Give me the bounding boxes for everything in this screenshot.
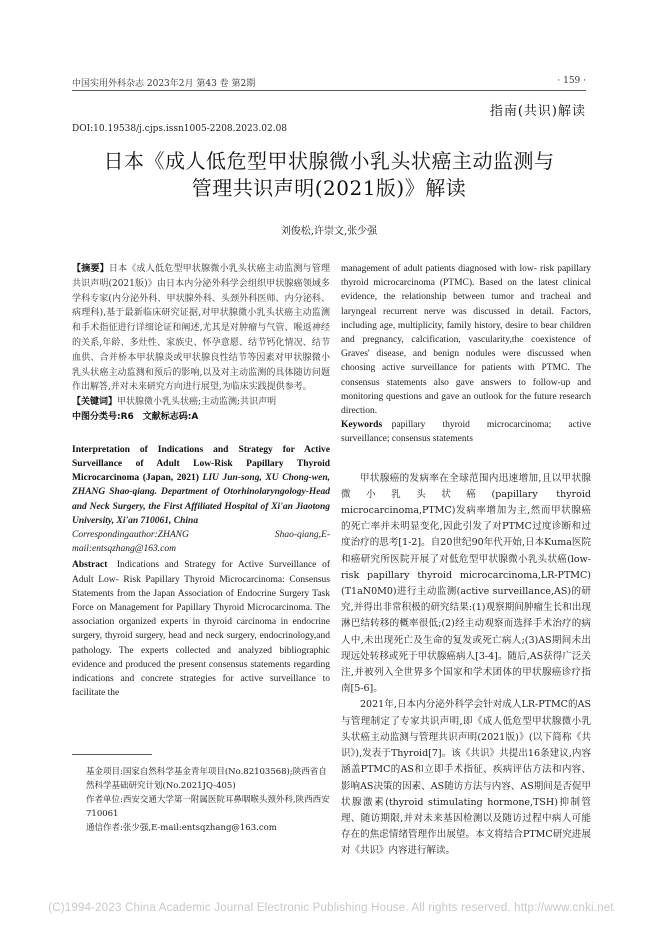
english-abstract-text-left: Indications and Strategy for Active Surveillance of Adult Low- Risk Papillary Thyroid Microcarcinoma: Consensus Statements from the Japan Association of Endocrine Surgery Task Force on Management for Papillary Thyroid Microcarcinoma. The association organized experts in thyroid carcinoma in endocrine surgery, thyroid surgery, head and neck surgery, endocrinology,and pathology. The experts collected and analyzed bibliographic evidence and produced the present consensus statements regarding indications and concrete strategies for active surveillance to facilitate the (72, 560, 330, 699)
english-keywords (341, 418, 591, 446)
footnote-affiliation: 作者单位:西安交通大学第一附属医院耳鼻咽喉头颈外科,陕西西安 710061 (86, 795, 330, 819)
english-authors-affiliation: LIU Jun-song, XU Chong-wen, ZHANG Shao-qiang. Department of Otorhinolaryngology-Head and Neck Surgery, the First Affiliated Hospital of Xi'an Jiaotong University, Xi'an 710061, China (72, 473, 331, 526)
english-abstract-label: Abstract (72, 560, 108, 571)
english-title: Interpretation of Indications and Strategy for Active Surveillance of Adult Low-Risk Papillary Thyroid Microcarcinoma (Japan, 2021) (72, 444, 330, 484)
english-abstract (72, 558, 330, 700)
doi: DOI:10.19538/j.cjps.issn1005-2208.2023.02.08 (72, 124, 288, 134)
chinese-abstract (72, 262, 330, 395)
body-paragraph-2: 2021年,日本内分泌外科学会针对成人LR-PTMC的AS与管理制定了专家共识声明,即《成人低危型甲状腺微小乳头状癌主动监测与管理共识声明(2021版)》(以下简称《共识》),发表于Thyroid[7]。该《共识》共提出16条建议,内容涵盖PTMC的AS和立即手术指征、疾病评估方法和内容、影响AS决策的因素、AS随访方法与内容、AS期间是否促甲状腺激素(thyroid stimulating hormone,TSH)抑制管理、随访期限,并对未来基因检测以及随访过程中病人可能存在的焦虑情绪管理作出展望。本文将结合PTMC研究进展对《共识》内容进行解读。 (341, 699, 591, 857)
keywords-label: 【关键词】 (72, 397, 118, 408)
header-rule (72, 90, 586, 91)
footnotes (86, 765, 330, 835)
footnote-rule (72, 754, 152, 755)
english-keywords-label: Keywords (341, 420, 383, 431)
abstract-label: 【摘要】 (72, 264, 109, 274)
chinese-keywords (72, 395, 330, 410)
right-column (341, 262, 591, 860)
english-keywords-text: papillary thyroid microcarcinoma; active surveillance; consensus statements (341, 420, 591, 445)
classification-code: 中图分类号:R6 文献标志码:A (72, 411, 199, 422)
body-paragraph-1: 甲状腺癌的发病率在全球范围内迅速增加,且以甲状腺微小乳头状癌(papillary thyroid microcarcinoma,PTMC)发病率增加为主,然而甲状腺癌的死亡率并未明显变化,因此引发了对PTMC过度诊断和过度治疗的思考[1-2]。自20世纪90年代开始,日本Kuma医院和癌研究所医院开展了对低危型甲状腺微小乳头状癌(low-risk papillary thyroid microcarcinoma,LR-PTMC)(T1aN0M0)进行主动监测(active surveillance,AS)的研究,并得出非常积极的研究结果:(1)观察期间肿瘤生长和出现淋巴结转移的概率很低;(2)经主动观察而选择手术治疗的病人中,未出现死亡及生命的复发或死亡病人;(3)AS期间未出现远处转移或死于甲状腺癌病人[3-4]。随后,AS获得广泛关注,并被列入全世界多个国家和学术团体的甲状腺癌诊疗指南[5-6]。 (341, 472, 591, 695)
article-title-line-2: 管理共识声明(2021版)》解读 (191, 176, 467, 200)
abstract-text: 日本《成人低危型甲状腺微小乳头状癌主动监测与管理共识声明(2021版)》由日本内分泌外科学会组织甲状腺癌领域多学科专家(内分泌外科、甲状腺外科、头颈外科医师、内分泌科、病理科),基于最新临床研究证据,对甲状腺微小乳头状癌主动监测和手术指征进行详细论证和阐述,尤其是对肿瘤与气管、喉返神经的关系,年龄、多灶性、家族史、怀孕意愿、结节钙化情况、结节血供、合并桥本甲状腺炎或甲状腺良性结节等因素对甲状腺微小乳头状癌主动监测和预后的影响,以及对主动监测的具体随访问题作出解答,并对未来研究方向进行展望,为临床实践提供参考。 (72, 264, 330, 393)
cnki-watermark: (C)1994-2023 China Academic Journal Electronic Publishing House. All rights reserved. http://www.cnki.net (48, 902, 614, 914)
footnote-fund: 基金项目:国家自然科学基金青年项目(No.82103568);陕西省自然科学基础研究计划(No.2021JQ-405) (86, 767, 327, 791)
english-abstract-continued: management of adult patients diagnosed with low- risk papillary thyroid microcarcinoma (PTMC). Based on the latest clinical evidence, the relationship between tumor and tracheal and laryngeal recurrent nerve was discussed in detail. Factors, including age, multiplicity, family history, desire to bear children and pregnancy, calcification, vascularity,the coexistence of Graves' disease, and benign nodules were discussed when choosing active surveillance for patients with PTMC. The consensus statements also gave answers to follow-up and monitoring questions and gave an outlook for the future research direction. (341, 264, 591, 417)
keywords-text: 甲状腺微小乳头状癌;主动监测;共识声明 (117, 397, 277, 408)
english-title-block (72, 443, 330, 528)
left-column (72, 262, 330, 700)
section-label: 指南(共识)解读 (489, 104, 586, 119)
author-list: 刘俊松,许崇文,张少强 (280, 226, 378, 237)
article-title-line-1: 日本《成人低危型甲状腺微小乳头状癌主动监测与 (103, 149, 555, 173)
journal-header: 中国实用外科杂志 2023年2月 第43 卷 第2期 (72, 79, 256, 89)
footnote-corresponding: 通信作者:张少强,E-mail:entsqzhang@163.com (86, 823, 277, 833)
english-corresponding-author: Correspondingauthor:ZHANG Shao-qiang,E-mail:entsqzhang@163.com (72, 529, 330, 555)
page-number: · 159 · (557, 76, 586, 86)
